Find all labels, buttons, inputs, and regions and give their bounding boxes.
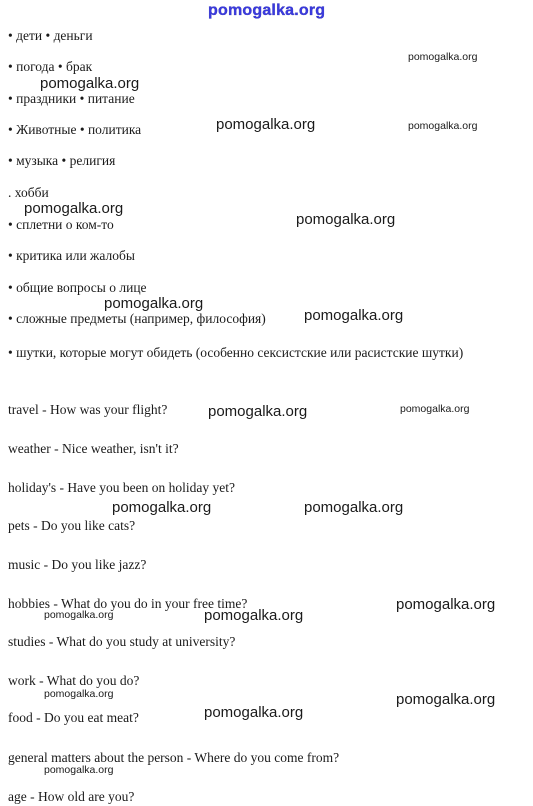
watermark: pomogalka.org	[24, 200, 124, 217]
watermark: pomogalka.org	[104, 295, 204, 312]
topic-line-10: • сложные предметы (например, философия)	[8, 311, 266, 326]
topic-line-5: • музыка • религия	[8, 153, 116, 168]
example-line-hobbies: hobbies - What do you do in your free time?	[8, 596, 248, 611]
topic-line-11: • шутки, которые могут обидеть (особенно сексистские или расистские шутки)	[8, 345, 464, 360]
watermark: pomogalka.org	[304, 307, 404, 324]
example-line-travel: travel - How was your flight?	[8, 402, 168, 417]
example-line-music: music - Do you like jazz?	[8, 557, 147, 572]
watermark: pomogalka.org	[44, 688, 114, 700]
watermark: pomogalka.org	[216, 116, 316, 133]
topic-line-6: . хобби	[8, 185, 49, 200]
watermark: pomogalka.org	[396, 596, 496, 613]
watermark: pomogalka.org	[408, 51, 478, 63]
watermark: pomogalka.org	[44, 609, 114, 621]
watermark: pomogalka.org	[296, 211, 396, 228]
example-line-holidays: holiday's - Have you been on holiday yet?	[8, 480, 235, 495]
example-line-work: work - What do you do?	[8, 673, 140, 688]
watermark: pomogalka.org	[304, 499, 404, 516]
watermark: pomogalka.org	[44, 764, 114, 776]
topic-line-3: • праздники • питание	[8, 91, 135, 106]
example-line-studies: studies - What do you study at university?	[8, 634, 236, 649]
watermark: pomogalka.org	[40, 75, 140, 92]
topic-line-8: • критика или жалобы	[8, 248, 135, 263]
example-line-age: age - How old are you?	[8, 789, 135, 804]
example-line-weather: weather - Nice weather, isn't it?	[8, 441, 179, 456]
watermark: pomogalka.org	[396, 691, 496, 708]
topic-line-7: • сплетни о ком-то	[8, 217, 114, 232]
example-line-general: general matters about the person - Where do you come from?	[8, 750, 340, 765]
watermark: pomogalka.org	[112, 499, 212, 516]
watermark: pomogalka.org	[208, 403, 308, 420]
topic-line-2: • погода • брак	[8, 59, 93, 74]
topic-line-1: • дети • деньги	[8, 28, 93, 43]
example-line-food: food - Do you eat meat?	[8, 710, 139, 725]
topic-line-4: • Животные • политика	[8, 122, 142, 137]
watermark: pomogalka.org	[204, 607, 304, 624]
header-watermark: pomogalka.org	[208, 2, 326, 19]
watermark: pomogalka.org	[204, 704, 304, 721]
watermark: pomogalka.org	[400, 403, 470, 415]
example-line-pets: pets - Do you like cats?	[8, 518, 136, 533]
watermark: pomogalka.org	[408, 120, 478, 132]
topic-line-9: • общие вопросы о лице	[8, 280, 147, 295]
